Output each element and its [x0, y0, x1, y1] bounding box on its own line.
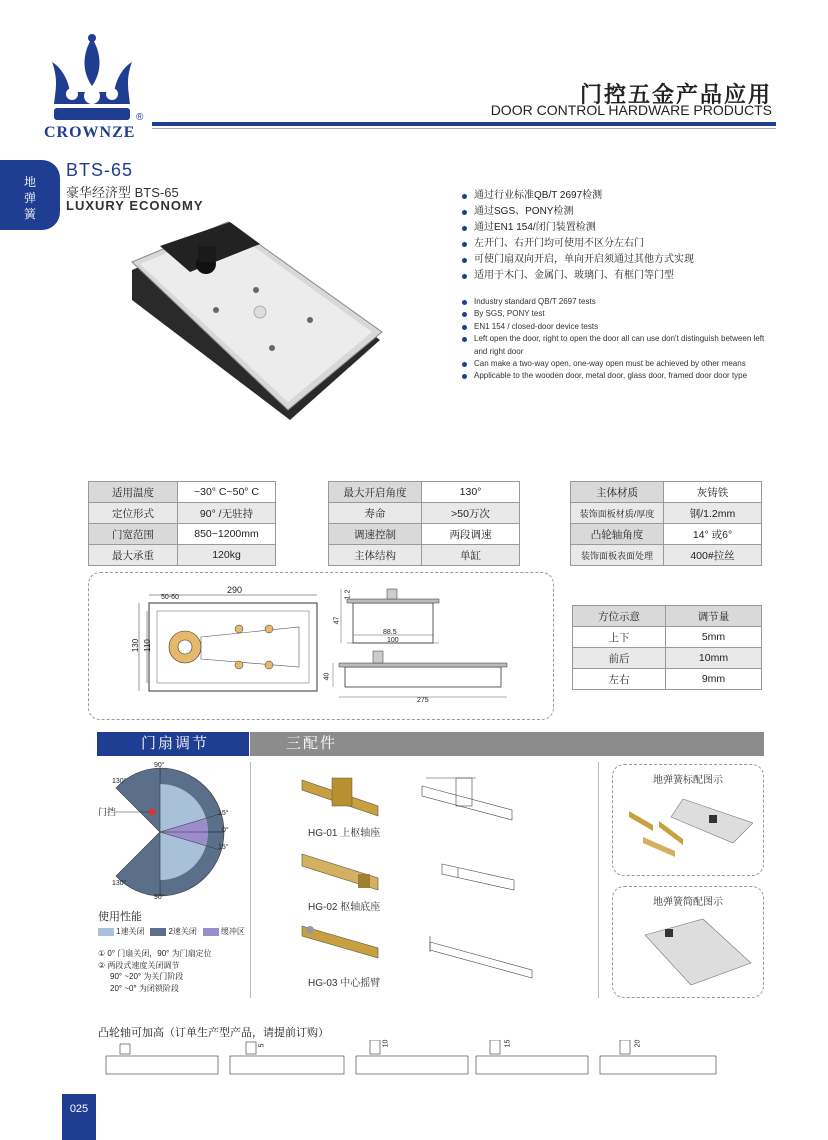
- features-cn-list: [460, 188, 780, 284]
- usage-title: 使用性能: [98, 911, 142, 923]
- accessory-drawing-hg03: [426, 932, 536, 982]
- table-cell: 寿命: [329, 503, 422, 524]
- registered-mark: ®: [136, 112, 144, 123]
- standard-config-image: [623, 791, 753, 871]
- category-tab-line: 地: [23, 175, 36, 189]
- table-cell: 上下: [573, 627, 666, 648]
- table-cell: 主体结构: [329, 545, 422, 566]
- list-item: EN1 154 / closed-door device tests: [460, 321, 770, 333]
- cam-height-label: 15: [504, 1039, 512, 1048]
- table-cell: 9mm: [666, 669, 762, 690]
- table-cell: 凸轮轴角度: [571, 524, 664, 545]
- dim-overall: 290: [227, 585, 243, 595]
- section-bar-door-adjust: [97, 732, 249, 756]
- table-cell: 定位形式: [89, 503, 178, 524]
- table-cell: 850~1200mm: [178, 524, 276, 545]
- list-item: 通过EN1 154/闭门装置检测: [460, 220, 780, 236]
- spec-table-environment: [88, 481, 276, 566]
- table-cell: 两段调速: [422, 524, 520, 545]
- table-cell: 装饰面板表面处理: [571, 545, 664, 566]
- page-number-text: 025: [69, 1103, 89, 1115]
- product-subtitle-en: LUXURY ECONOMY: [66, 198, 204, 213]
- table-cell: 钢/1.2mm: [664, 503, 762, 524]
- table-cell: 400#拉丝: [664, 545, 762, 566]
- table-cell: 前后: [573, 648, 666, 669]
- legend-item: [98, 926, 144, 937]
- legend-swatch: [203, 928, 219, 936]
- product-image: [120, 220, 390, 430]
- dim-front-height: 40: [323, 672, 331, 681]
- list-item: Industry standard QB/T 2697 tests: [460, 296, 770, 308]
- standard-config-title: 地弹簧标配图示: [653, 775, 723, 786]
- accessory-label-hg02: HG-02 枢轴底座: [308, 902, 381, 913]
- spec-table-material: [570, 481, 762, 566]
- usage-notes: [98, 948, 212, 994]
- cam-height-label: 20: [634, 1039, 642, 1048]
- legend-label: 2速关闭: [168, 927, 197, 936]
- technical-drawing-box: [88, 572, 554, 720]
- header-title-en: DOOR CONTROL HARDWARE PRODUCTS: [490, 102, 772, 118]
- header-title-cn: 门控五金产品应用: [579, 83, 772, 108]
- table-cell: 适用温度: [89, 482, 178, 503]
- list-item: Can make a two-way open, one-way open must be achieved by other means: [460, 358, 770, 370]
- list-item: Applicable to the wooden door, metal door, glass door, framed door door type: [460, 370, 770, 382]
- list-item: 通过SGS、PONY检测: [460, 204, 780, 220]
- angle-label: 130°: [112, 880, 127, 887]
- list-item: 适用于木门、金属门、玻璃门、有框门等门型: [460, 268, 780, 284]
- dim-side-d2: 47: [333, 616, 341, 625]
- accessory-image-hg01: [298, 770, 382, 820]
- table-header: 调节量: [666, 606, 762, 627]
- legend-swatch: [150, 928, 166, 936]
- list-item: 可使门扇双向开启，单向开启须通过其他方式实现: [460, 252, 780, 268]
- table-cell: 装饰面板材质/厚度: [571, 503, 664, 524]
- table-cell: 14° 或6°: [664, 524, 762, 545]
- header-rule-thin: [152, 128, 776, 129]
- technical-drawing: [89, 573, 553, 719]
- category-tab-line: 簧: [23, 207, 36, 221]
- section-title: 三配件: [286, 735, 338, 752]
- section-bar-accessories: [250, 732, 764, 756]
- table-cell: 130°: [422, 482, 520, 503]
- table-cell: 调速控制: [329, 524, 422, 545]
- dim-h2: 110: [142, 639, 152, 652]
- page-number: [62, 1094, 96, 1140]
- list-item: 左开门、右开门均可使用不区分左右门: [460, 236, 780, 252]
- category-tab-line: 弹: [23, 191, 36, 205]
- table-header: 方位示意: [573, 606, 666, 627]
- usage-legend: [98, 926, 245, 937]
- dim-front-length: 275: [417, 697, 429, 704]
- dim-side-d3: 88.5: [383, 629, 397, 636]
- divider: [250, 762, 251, 998]
- dim-pivot: 50-60: [161, 594, 179, 601]
- simple-config-title: 地弹簧简配图示: [653, 897, 723, 908]
- cam-height-label: 5: [258, 1043, 266, 1048]
- accessory-drawing-hg01: [416, 772, 522, 826]
- list-item: 通过行业标准QB/T 2697检测: [460, 188, 780, 204]
- usage-note: ① 0° 门扇关闭，90° 为门扇定位: [98, 949, 212, 958]
- simple-config-box: [612, 886, 764, 998]
- legend-swatch: [98, 928, 114, 936]
- brand-logo: [38, 34, 148, 144]
- table-cell: 最大承重: [89, 545, 178, 566]
- product-model: BTS-65: [66, 160, 134, 180]
- product-subtitle-cn: 豪华经济型 BTS-65: [66, 185, 179, 200]
- dim-h1: 130: [131, 638, 141, 653]
- cam-title: 凸轮轴可加高（订单生产型产品，请提前订购）: [98, 1027, 329, 1039]
- dim-side-d4: 100: [387, 637, 399, 644]
- table-cell: >50万次: [422, 503, 520, 524]
- door-stop-label: 门挡: [98, 807, 117, 817]
- table-cell: 门宽范围: [89, 524, 178, 545]
- accessory-image-hg03: [298, 918, 382, 964]
- angle-label: 15°: [218, 810, 229, 817]
- cam-height-row: [100, 1040, 726, 1080]
- usage-note: 90° ~20° 为关门阶段: [110, 972, 184, 981]
- table-cell: ~30° C~50° C: [178, 482, 276, 503]
- angle-label: 15°: [218, 844, 229, 851]
- usage-note: 20° ~0° 为闭锁阶段: [110, 983, 179, 993]
- section-title: 门扇调节: [141, 735, 210, 752]
- angle-label: 90°: [154, 894, 165, 901]
- legend-item: [203, 926, 245, 937]
- category-tab: [0, 160, 60, 230]
- spec-table-performance: [328, 481, 520, 566]
- table-cell: 主体材质: [571, 482, 664, 503]
- angle-label: 0°: [222, 827, 229, 834]
- table-cell: 90° /无驻持: [178, 503, 276, 524]
- cam-height-label: 10: [382, 1039, 390, 1048]
- accessory-image-hg02: [298, 846, 382, 894]
- door-angle-diagram: [96, 760, 246, 906]
- list-item: Left open the door, right to open the door all can use don't distinguish between left and right door: [460, 333, 770, 358]
- table-cell: 左右: [573, 669, 666, 690]
- table-cell: 单缸: [422, 545, 520, 566]
- header-rule: [152, 122, 776, 126]
- divider: [598, 762, 599, 998]
- accessory-label-hg03: HG-03 中心摇臂: [308, 978, 381, 989]
- angle-label: 90°: [154, 762, 165, 769]
- dim-side-d1: 1.2: [344, 589, 352, 600]
- table-cell: 120kg: [178, 545, 276, 566]
- table-cell: 10mm: [666, 648, 762, 669]
- accessory-label-hg01: HG-01 上枢轴座: [308, 828, 381, 839]
- crown-icon: [42, 34, 142, 126]
- angle-label: 130°: [112, 778, 127, 785]
- simple-config-image: [633, 913, 753, 993]
- accessory-drawing-hg02: [438, 856, 518, 896]
- features-en-list: [460, 296, 770, 383]
- table-cell: 最大开启角度: [329, 482, 422, 503]
- adjustment-table: [572, 605, 762, 690]
- list-item: By SGS, PONY test: [460, 308, 770, 320]
- table-cell: 5mm: [666, 627, 762, 648]
- brand-name: CROWNZE: [44, 124, 136, 141]
- legend-label: 缓冲区: [220, 927, 245, 936]
- legend-label: 1速关闭: [116, 927, 145, 936]
- legend-item: [150, 926, 196, 937]
- standard-config-box: [612, 764, 764, 876]
- usage-note: ② 两段式速度关闭调节: [98, 960, 180, 970]
- table-cell: 灰铸铁: [664, 482, 762, 503]
